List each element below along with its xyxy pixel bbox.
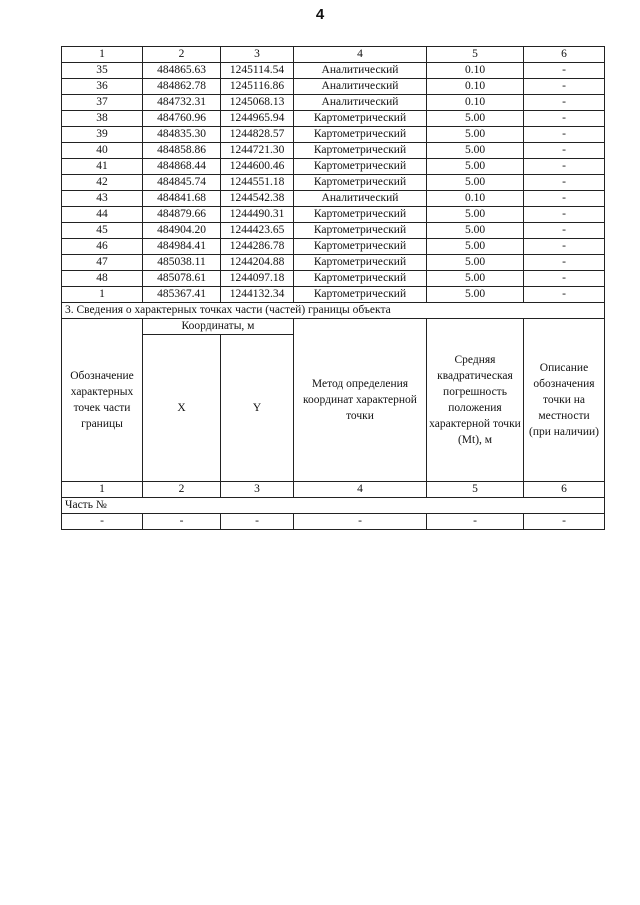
column-number: 6 xyxy=(524,482,605,498)
error-cell: 5.00 xyxy=(427,175,524,191)
y-coordinate-cell: 1245116.86 xyxy=(221,79,294,95)
point-number-cell: 1 xyxy=(62,287,143,303)
y-coordinate-cell: 1244132.34 xyxy=(221,287,294,303)
table-row xyxy=(62,63,605,79)
column-number: 2 xyxy=(143,482,221,498)
point-number-cell: 38 xyxy=(62,111,143,127)
error-cell: 5.00 xyxy=(427,223,524,239)
description-cell: - xyxy=(524,255,605,271)
table-row xyxy=(62,207,605,223)
y-coordinate-cell: 1244542.38 xyxy=(221,191,294,207)
y-coordinate-cell: 1244097.18 xyxy=(221,271,294,287)
table-row xyxy=(62,159,605,175)
point-number-cell: 42 xyxy=(62,175,143,191)
column-number: 1 xyxy=(62,482,143,498)
description-cell: - xyxy=(524,63,605,79)
error-cell: 0.10 xyxy=(427,63,524,79)
description-cell: - xyxy=(524,514,605,530)
x-coordinate-cell: 484879.66 xyxy=(143,207,221,223)
method-cell: Картометрический xyxy=(294,271,427,287)
error-cell: 5.00 xyxy=(427,239,524,255)
point-number-cell: 48 xyxy=(62,271,143,287)
point-number-cell: 47 xyxy=(62,255,143,271)
x-coordinate-cell: 484760.96 xyxy=(143,111,221,127)
method-cell: Аналитический xyxy=(294,191,427,207)
table-row xyxy=(62,191,605,207)
method-cell: Аналитический xyxy=(294,79,427,95)
x-coordinate-cell: 484984.41 xyxy=(143,239,221,255)
x-coordinate-cell: 485038.11 xyxy=(143,255,221,271)
y-coordinate-cell: 1244721.30 xyxy=(221,143,294,159)
point-number-cell: 45 xyxy=(62,223,143,239)
description-cell: - xyxy=(524,175,605,191)
x-coordinate-cell: 484841.68 xyxy=(143,191,221,207)
column-number-row xyxy=(62,47,605,63)
description-cell: - xyxy=(524,79,605,95)
method-cell: Картометрический xyxy=(294,223,427,239)
method-cell: Картометрический xyxy=(294,239,427,255)
point-number-cell: 39 xyxy=(62,127,143,143)
x-coordinate-cell: 484835.30 xyxy=(143,127,221,143)
y-coordinate-cell: 1245068.13 xyxy=(221,95,294,111)
header-y: Y xyxy=(221,335,294,482)
table-row xyxy=(62,143,605,159)
method-cell: Аналитический xyxy=(294,95,427,111)
header-x: X xyxy=(143,335,221,482)
part-row xyxy=(62,498,605,514)
y-coordinate-cell: 1244490.31 xyxy=(221,207,294,223)
point-number-cell: 40 xyxy=(62,143,143,159)
point-number-cell: 44 xyxy=(62,207,143,223)
table-row xyxy=(62,95,605,111)
part-label: Часть № xyxy=(62,498,605,514)
header-error: Средняя квадратическая погрешность положения характерной точки (Mt), м xyxy=(427,319,524,482)
column-number: 3 xyxy=(221,482,294,498)
column-number: 4 xyxy=(294,482,427,498)
error-cell: 5.00 xyxy=(427,143,524,159)
column-number: 4 xyxy=(294,47,427,63)
point-number-cell: 43 xyxy=(62,191,143,207)
description-cell: - xyxy=(524,223,605,239)
y-coordinate-cell: 1244423.65 xyxy=(221,223,294,239)
point-number-cell: 46 xyxy=(62,239,143,255)
column-number-row xyxy=(62,482,605,498)
point-number-cell: 36 xyxy=(62,79,143,95)
column-number: 2 xyxy=(143,47,221,63)
column-number: 5 xyxy=(427,482,524,498)
method-cell: Картометрический xyxy=(294,159,427,175)
description-cell: - xyxy=(524,271,605,287)
table-row xyxy=(62,175,605,191)
x-coordinate-cell: 484845.74 xyxy=(143,175,221,191)
table-row xyxy=(62,127,605,143)
error-cell: 0.10 xyxy=(427,95,524,111)
column-number: 1 xyxy=(62,47,143,63)
y-coordinate-cell: 1244551.18 xyxy=(221,175,294,191)
error-cell: 5.00 xyxy=(427,255,524,271)
table-row xyxy=(62,514,605,530)
x-coordinate-cell: 485078.61 xyxy=(143,271,221,287)
error-cell: 5.00 xyxy=(427,127,524,143)
description-cell: - xyxy=(524,191,605,207)
description-cell: - xyxy=(524,95,605,111)
y-coordinate-cell: 1244828.57 xyxy=(221,127,294,143)
x-coordinate-cell: 484858.86 xyxy=(143,143,221,159)
error-cell: 0.10 xyxy=(427,79,524,95)
point-number-cell: - xyxy=(62,514,143,530)
y-coordinate-cell: 1244600.46 xyxy=(221,159,294,175)
method-cell: - xyxy=(294,514,427,530)
error-cell: 0.10 xyxy=(427,191,524,207)
error-cell: 5.00 xyxy=(427,271,524,287)
x-coordinate-cell: 485367.41 xyxy=(143,287,221,303)
table-row xyxy=(62,239,605,255)
method-cell: Картометрический xyxy=(294,287,427,303)
header-point-designation: Обозначение характерных точек части границы xyxy=(62,319,143,482)
table-row xyxy=(62,255,605,271)
error-cell: 5.00 xyxy=(427,159,524,175)
header-coordinates: Координаты, м xyxy=(143,319,294,335)
y-coordinate-cell: - xyxy=(221,514,294,530)
point-number-cell: 35 xyxy=(62,63,143,79)
error-cell: - xyxy=(427,514,524,530)
description-cell: - xyxy=(524,287,605,303)
method-cell: Картометрический xyxy=(294,255,427,271)
y-coordinate-cell: 1244286.78 xyxy=(221,239,294,255)
table-row xyxy=(62,79,605,95)
column-number: 6 xyxy=(524,47,605,63)
method-cell: Картометрический xyxy=(294,207,427,223)
y-coordinate-cell: 1245114.54 xyxy=(221,63,294,79)
error-cell: 5.00 xyxy=(427,287,524,303)
coordinates-table xyxy=(61,46,605,530)
description-cell: - xyxy=(524,239,605,255)
y-coordinate-cell: 1244204.88 xyxy=(221,255,294,271)
x-coordinate-cell: 484862.78 xyxy=(143,79,221,95)
section-title: 3. Сведения о характерных точках части (частей) границы объекта xyxy=(62,303,605,319)
column-number: 3 xyxy=(221,47,294,63)
description-cell: - xyxy=(524,207,605,223)
point-number-cell: 37 xyxy=(62,95,143,111)
x-coordinate-cell: 484732.31 xyxy=(143,95,221,111)
table-row xyxy=(62,271,605,287)
table-row xyxy=(62,223,605,239)
x-coordinate-cell: 484904.20 xyxy=(143,223,221,239)
description-cell: - xyxy=(524,159,605,175)
x-coordinate-cell: 484865.63 xyxy=(143,63,221,79)
y-coordinate-cell: 1244965.94 xyxy=(221,111,294,127)
description-cell: - xyxy=(524,111,605,127)
method-cell: Картометрический xyxy=(294,143,427,159)
method-cell: Аналитический xyxy=(294,63,427,79)
error-cell: 5.00 xyxy=(427,207,524,223)
description-cell: - xyxy=(524,143,605,159)
header-method: Метод определения координат характерной точки xyxy=(294,319,427,482)
x-coordinate-cell: 484868.44 xyxy=(143,159,221,175)
x-coordinate-cell: - xyxy=(143,514,221,530)
method-cell: Картометрический xyxy=(294,111,427,127)
section-title-row xyxy=(62,303,605,319)
header-description: Описание обозначения точки на местности (при наличии) xyxy=(524,319,605,482)
description-cell: - xyxy=(524,127,605,143)
point-number-cell: 41 xyxy=(62,159,143,175)
column-number: 5 xyxy=(427,47,524,63)
method-cell: Картометрический xyxy=(294,127,427,143)
error-cell: 5.00 xyxy=(427,111,524,127)
table-row xyxy=(62,111,605,127)
page-number: 4 xyxy=(315,6,325,23)
table-row xyxy=(62,287,605,303)
header-row xyxy=(62,319,605,335)
method-cell: Картометрический xyxy=(294,175,427,191)
